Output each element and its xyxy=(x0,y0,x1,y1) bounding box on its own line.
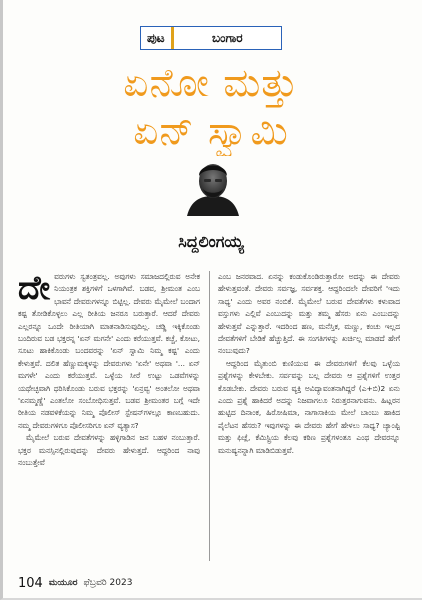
drop-cap: ದೇ xyxy=(18,271,51,307)
article-paragraph: ಆದ್ದರಿಂದ ಮೈತುಂಬಿ ಕುಣಿಯುವ ಈ ದೇವರುಗಳಿಗೆ ಕೆಲವು ಒಳ್ಳೆಯ ಪ್ರಶ್ನೆಗಳನ್ನು ಕೇಳಬೇಕು. ಸರ್ವವನ್ನು ಬಲ್ಲ ದೇವರು ಆ ಪ್ರಶ್ನೆಗಳಿಗೆ ಉತ್ತರ ಕೊಡಬೇಕು. ದೇವರು ಬರುವ ವ್ಯಕ್ತಿ ಅವಿದ್ಯಾವಂತನಾಗಿದ್ದರೆ (ಎ+ಬಿ)2 ಏನು ಎಂದು ಪ್ರಶ್ನೆ ಹಾಕಿದರೆ ಅದನ್ನು ನಿಜವಾಗಲೂ ನಿರುತ್ತರನಾಗುವನು. ಹಿಟ್ಲರನ ಹುಟ್ಟಿದ ದಿನಾಂಕ, ಹಿರೋಷಿಮಾ, ನಾಗಾಸಾಕಿಯ ಮೇಲೆ ಬಾಂಬು ಹಾಕಿದ ಪೈಲೆಟನ ಹೆಸರು? ಇವುಗಳನ್ನು ಈ ದೇವರು ಹೇಗೆ ಹೇಳಲು ಸಾಧ್ಯ? ಚ್ಯಾಂಪ್ಟಿ ಮತ್ತು ಫಿಚ್ಲೆ, ಕೆಮಿಸ್ಟ್ರಿಯ ಕೆಲವು ಕಠಿಣ ಪ್ರಶ್ನೆಗಳಂತೂ ಎಂಥ ದೇವರನ್ನೂ ಮನುಷ್ಯನನ್ನಾಗಿ ಮಾಡಿಬಿಡುತ್ತವೆ. xyxy=(218,358,400,455)
article-paragraph: ಮೈಮೇಲೆ ಬರುವ ದೇವತೆಗಳನ್ನು ಹಳ್ಳಿಗಾಡಿನ ಜನ ಬಹಳ ನಂಬುತ್ತಾರೆ. ಭಕ್ತರ ಮನಸ್ಸಿನಲ್ಲಿರುವುದನ್ನು ದೇವರು ಹೇಳುತ್ತದೆ. ಆದ್ದರಿಂದ ನಾವು ನಂಬುತ್ತೇವೆ xyxy=(18,433,200,468)
headline-line2: ಏನ್ ಸ್ವಾಮಿ xyxy=(133,109,289,154)
magazine-name: ಮಯೂರ xyxy=(48,578,78,588)
article-paragraph: ವರುಗಳು ಸ್ವತಂತ್ರವಲ್ಲ. ಅವುಗಳು ಸಮಾಜದಲ್ಲಿರುವ ಅನೇಕ ನಿಯಂತ್ರಕ ಶಕ್ತಿಗಳಿಗೆ ಒಳಗಾಗಿವೆ. ಬಡವ, ಶ್ರೀಮಂತ ಎಂಬ ಭಾವನೆ ದೇವರುಗಳನ್ನೂ ಬಿಟ್ಟಿಲ್ಲ. ದೇವರು ಮೈಮೇಲೆ ಬಂದಾಗ ಕಷ್ಟ ತೋಡಿಕೊಳ್ಳಲು ಎಲ್ಲ ರೀತಿಯ ಜನರೂ ಬರುತ್ತಾರೆ. ಆದರೆ ದೇವರು ಎಲ್ಲರನ್ನೂ ಒಂದೇ ರೀತಿಯಾಗಿ ಮಾತನಾಡಿಸುವುದಿಲ್ಲ. ಚಡ್ಡಿ ಇಕ್ಕಿಕೊಂಡು ಬಂದಿರುವ ಬಡ ಭಕ್ತರನ್ನ 'ಏನ್ ಮಗನೇ' ಎಂದು ಕರೆಯುತ್ತವೆ. ಕಚ್ಚೆ, ಕೋಟು, ಸೂಟು ಹಾಕಿಕೊಂಡು ಬಂದವರನ್ನು 'ಏನ್ ಸ್ವಾಮಿ ನಿಮ್ಮ ಕಷ್ಟ' ಎಂದು ಕೇಳುತ್ತವೆ. ದಲಿತ ಹೆಣ್ಣುಮಕ್ಕಳನ್ನು ದೇವರುಗಳು 'ಏನೇ' ಅಥವಾ '... ಏನ್ ಮಗಳೇ' ಎಂದು ಕರೆಯುತ್ತವೆ. ಒಳ್ಳೆಯ ಸೀರೆ ಉಟ್ಟು ಒಡವೆಗಳನ್ನು ಯಥೇಚ್ಛವಾಗಿ ಧರಿಸಿಕೊಂಡು ಬರುವ ಭಕ್ತರನ್ನು 'ಏನ್ರವ್ವ' ಅಂತಲೋ ಅಥವಾ 'ಏನಮ್ಮಣ್ಣೆ' ಎಂತಲೋ ಸಂಬೋಧಿಸುತ್ತವೆ. ಬಡವ ಶ್ರೀಮಂತರ ಬಗ್ಗೆ ಇದೇ ರೀತಿಯ ನಡವಳಿಕೆಯನ್ನು ನಿಮ್ಮ ಪೊಲೀಸ್ ಸ್ಟೇಷನ್‌ಗಳಲ್ಲೂ ಕಾಣಬಹುದು. ನಮ್ಮ ದೇವರುಗಳಿಗೂ ಪೊಲೀಸರಿಗೂ ಏನ್ ವ್ಯತ್ಯಾಸ? xyxy=(18,272,200,430)
article-column-left xyxy=(18,271,200,561)
author-portrait xyxy=(183,156,243,216)
headline-line1: ಏನೋ ಮತ್ತು xyxy=(123,61,299,106)
article-column-right xyxy=(218,271,400,561)
article-paragraph: ಎಂಬ ಜನರವಾದ. ಏನನ್ನು ಕಂಡುಕೊಂಡಿರುತ್ತಾರೋ ಅದನ್ನು ಈ ದೇವರು ಹೇಳುತ್ತವಂತೆ. ದೇವರು ಸರ್ವಜ್ಞ, ಸರ್ವಶಕ್ತ. ಆದ್ದರಿಂದಲೇ ದೇವರಿಗೆ 'ಇದು ಸಾಧ್ಯ' ಎಂದು ಅವರ ನಂಬಿಕೆ. ಮೈಮೇಲೆ ಬರುವ ದೇವತೆಗಳು ಕಳುವಾದ ವಸ್ತುಗಳು ಎಲ್ಲಿವೆ ಎಂಬುದನ್ನು ಮತ್ತು ತಮ್ಮ ಹೆಸರು ಏನು ಎಂಬುದನ್ನು ಹೇಳುತ್ತವೆ ಎನ್ನುತ್ತಾರೆ. ಇದರಿಂದ ಹಣ, ಮನೆಸ್ತಿಕ, ಮಣ್ಣು, ಕಂಚು ಇಲ್ಲದ ದೇವತೆಗಳಿಗೆ ಬೇಡಿಕೆ ಹೆಚ್ಚುತ್ತಿದೆ. ಈ ಸಂಗತಿಗಳನ್ನು ಖರ್ಚಿಲ್ಲ ಮಾಡದೆ ಹೇಗೆ ನಂಬುವುದು? xyxy=(218,272,400,356)
author-byline: ಸಿದ್ದಲಿಂಗಯ್ಯ xyxy=(178,232,244,251)
section-tag-part2: ಬಂಗಾರ xyxy=(212,30,243,45)
column-divider xyxy=(209,271,210,561)
page-number: 104 xyxy=(18,575,43,591)
page-footer xyxy=(18,575,132,591)
issue-date: ಫೆಬ್ರವರಿ 2023 xyxy=(83,578,133,588)
section-tag xyxy=(140,26,282,50)
headline xyxy=(20,60,402,156)
section-tag-part1: ಪುಟ xyxy=(141,27,174,49)
